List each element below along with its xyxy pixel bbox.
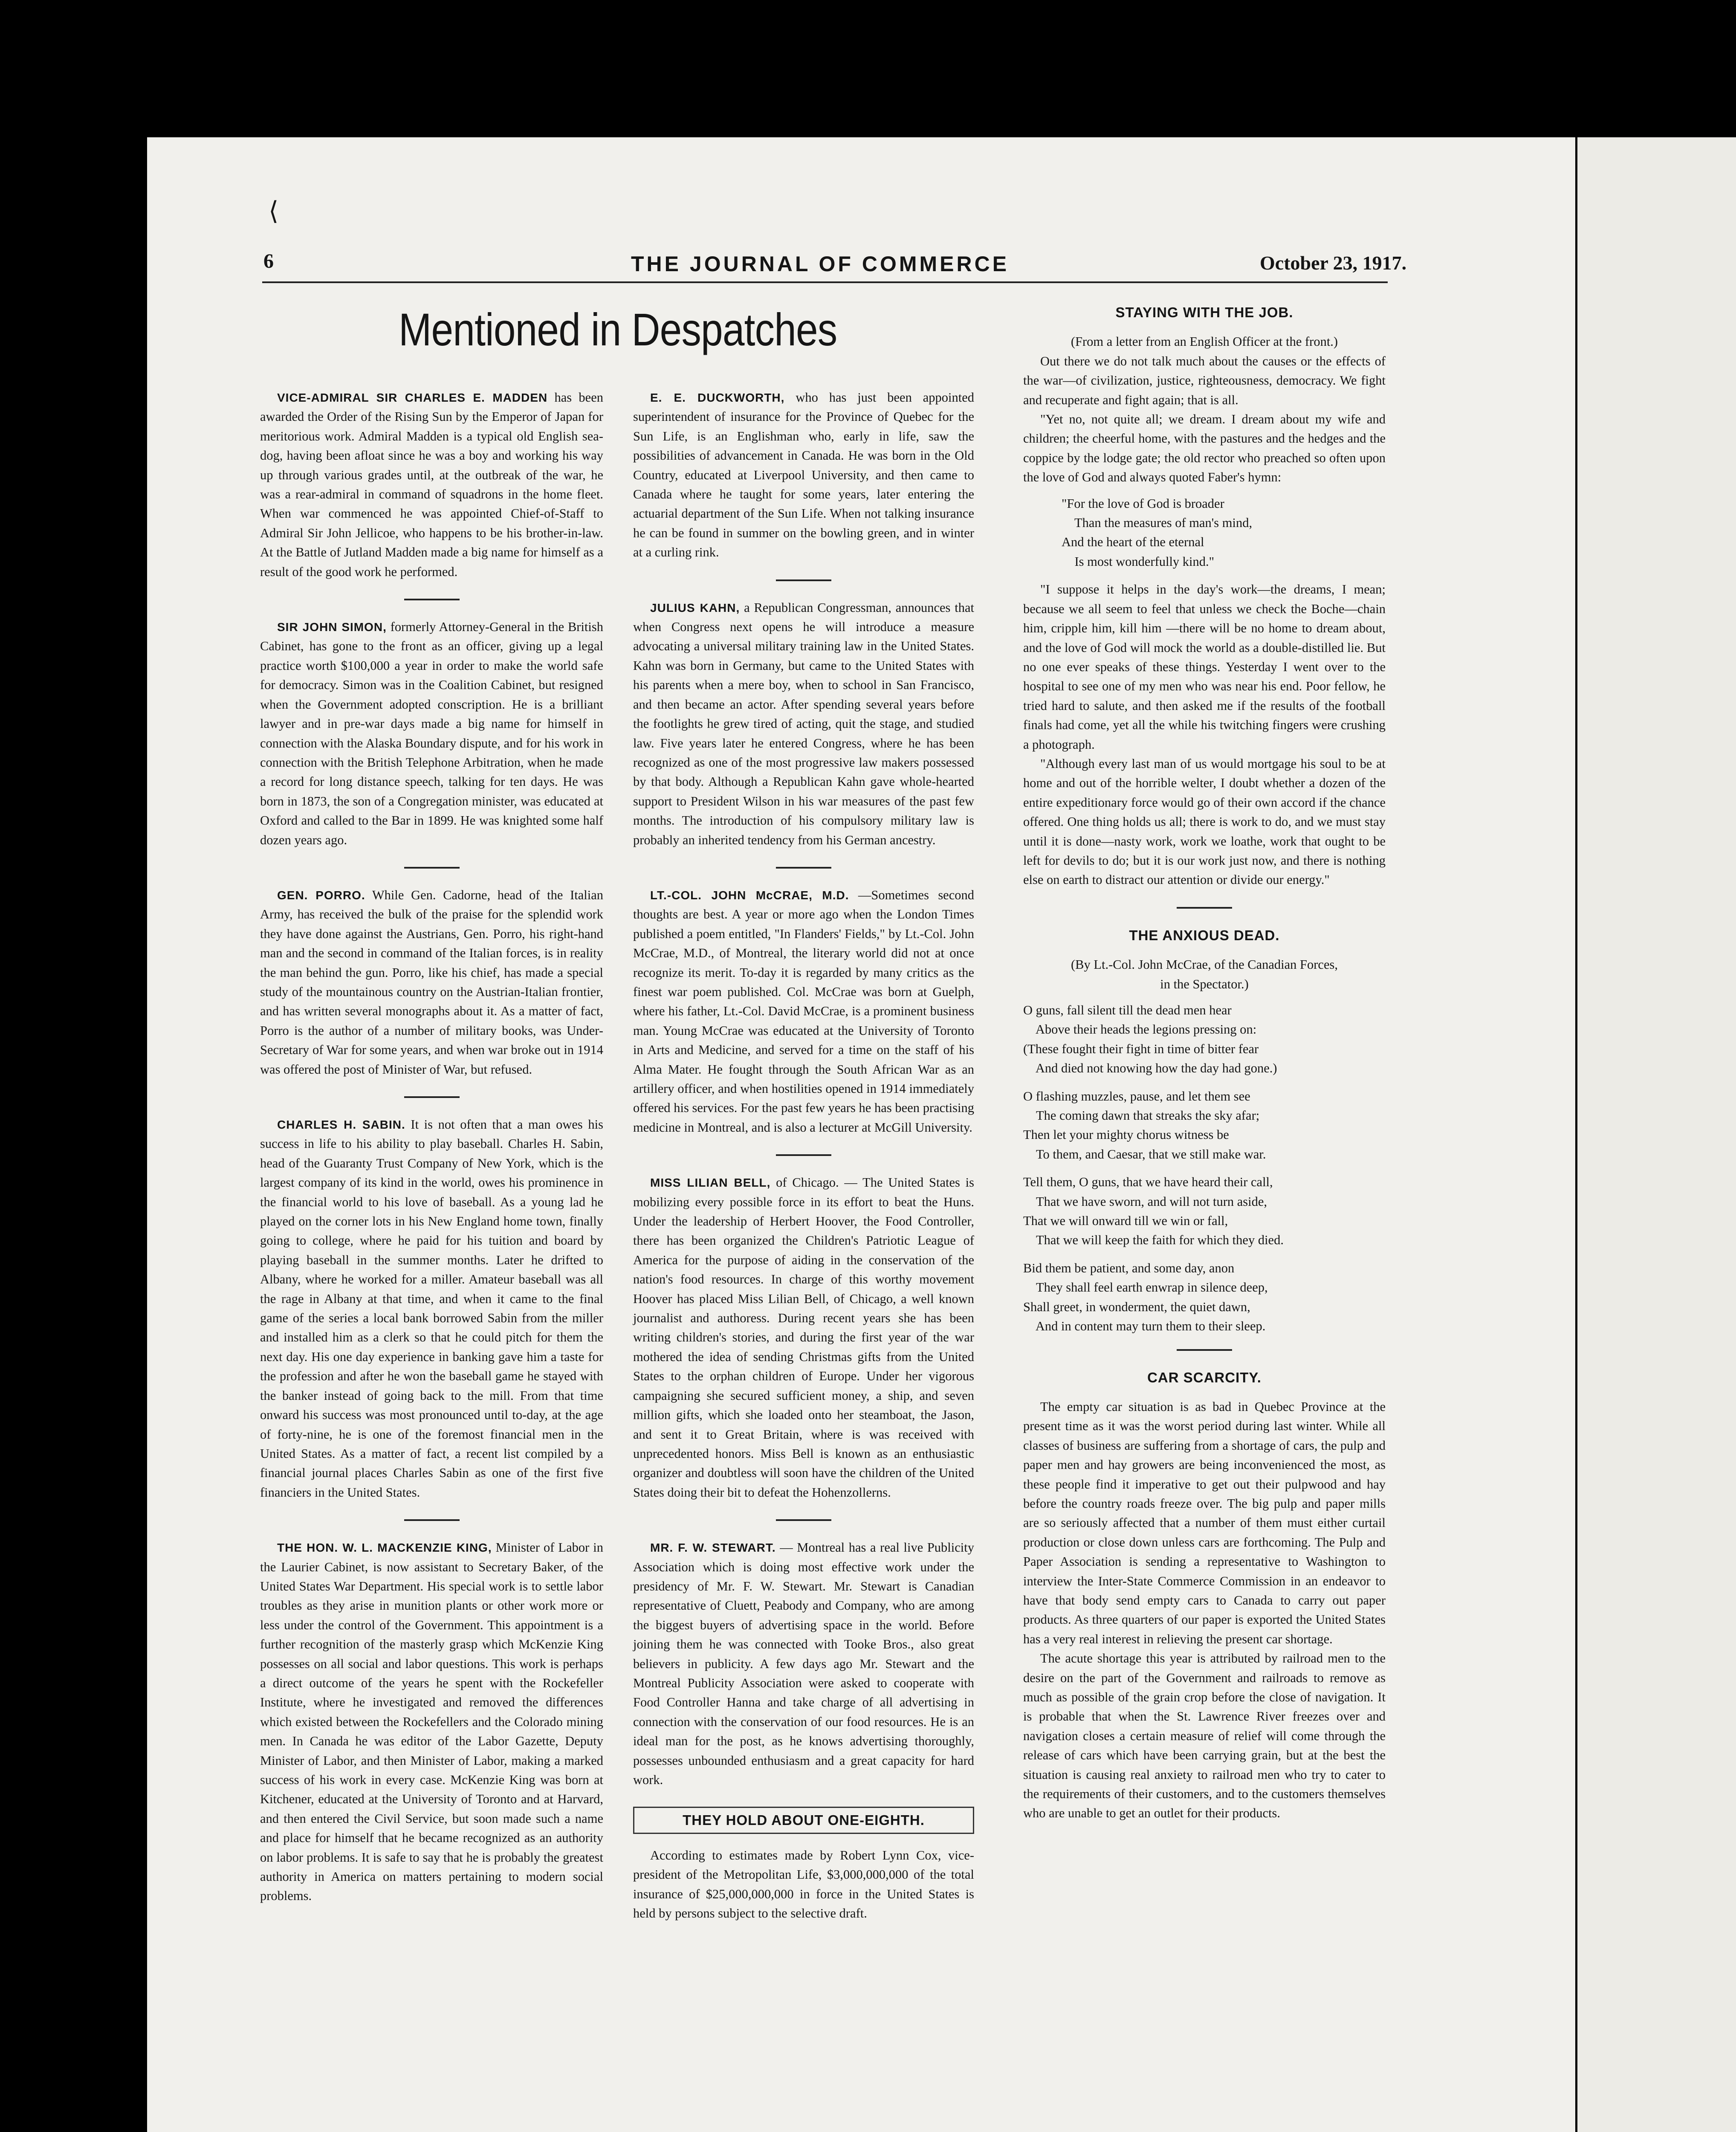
poem-line: (These fought their fight in time of bitter fear [1023, 1041, 1259, 1056]
separator [776, 579, 831, 581]
car-paragraph: The acute shortage this year is attributed by railroad men to the desire on the part of the Government and railroads to remove as much as possible of the grain crop before the close of navigation. It is probable that when the St. Lawrence River freezes over and navigation closes a certain measure of relief will come through the release of cars which have been carrying grain, but at the best the situation is causing real anxiety to railroad men who try to cater to the requirements of their customers, and to the customers themselves who are unable to get an outlet for their products. [1023, 1651, 1386, 1821]
poem-line: Then let your mighty chorus witness be [1023, 1127, 1229, 1142]
article-lead: VICE-ADMIRAL SIR CHARLES E. MADDEN [277, 391, 548, 404]
article-body: a Republican Congressman, announces that when Congress next opens he will introduce a measure advocating a universal military training law in the United States. Kahn was born in Germany, but came to the United States with his parents when a mere boy, when to school in San Francisco, and then became an actor. After spending several years before the footlights he grew tired of acting, quit the stage, and studied law. Five years later he entered Congress, where he has been recognized as one of the most progressive law makers possessed by that body. Although a Republican Kahn gave whole-hearted support to President Wilson in his war measures of the past few months. The introduction of his compulsory military law is probably an inherited tendency from his German ancestry. [633, 600, 975, 847]
hymn-line: "For the love of God is broader [1062, 496, 1224, 511]
staying-paragraph: Out there we do not talk much about the causes or the effects of the war—of civilization, justice, righteousness, democracy. We fight and recuperate and fight again; that is all. [1023, 353, 1386, 407]
separator [776, 1154, 831, 1156]
article-lead: THE HON. W. L. MACKENZIE KING, [277, 1541, 492, 1555]
article-porro [260, 886, 603, 1079]
poem-line: That we will onward till we win or fall, [1023, 1214, 1228, 1228]
poem-line: Bid them be patient, and some day, anon [1023, 1260, 1235, 1275]
article-body: — Montreal has a real live Publicity Association which is doing most effective work under the presidency of Mr. F. W. Stewart. Mr. Stewart is Canadian representative of Cluett, Peabody and Company, who are among the biggest buyers of advertising space in the world. Before joining them he was connected with Tooke Bros., also great believers in publicity. A few days ago Mr. Stewart and the Montreal Publicity Association were asked to cooperate with Food Controller Hanna and take charge of all advertising in connection with the conservation of our food resources. He is an ideal man for the post, as he knows advertising thoroughly, possesses unbounded enthusiasm and a great capacity for hard work. [633, 1540, 974, 1787]
staying-paragraph: "I suppose it helps in the day's work—the dreams, I mean; because we all seem to feel that unless we check the Boche—chain him, cripple him, kill him —there will be no home to dream about, and the love of God will mock the world as a double-distilled lie. But no one ever speaks of these things. Yesterday I went over to the hospital to see one of my men who was near his end. Poor fellow, he tried hard to salute, and then asked me if the results of the football finals had come, yet all the while his twitching fingers were crushing a photograph. [1023, 582, 1386, 752]
article-lead: GEN. PORRO. [277, 888, 365, 902]
poem-line: Above their heads the legions pressing on: [1023, 1022, 1257, 1037]
poem-stanza [1023, 1259, 1386, 1336]
hymn-line: And the heart of the eternal [1062, 535, 1204, 550]
article-lead: CHARLES H. SABIN. [277, 1118, 405, 1131]
masthead-rule [262, 281, 1388, 283]
column-1 [260, 388, 603, 1923]
separator [404, 867, 460, 869]
article-lead: MR. F. W. STEWART. [650, 1541, 776, 1555]
article-lead: JULIUS KAHN, [650, 601, 740, 614]
article-king [260, 1538, 603, 1906]
section-title-eighth: THEY HOLD ABOUT ONE-EIGHTH. [633, 1807, 974, 1834]
article-mccrae [633, 886, 974, 1137]
article-lead: E. E. DUCKWORTH, [650, 391, 785, 404]
margin-mark: ⟨ [269, 197, 279, 225]
poem-line: Tell them, O guns, that we have heard their call, [1023, 1175, 1273, 1190]
poem-line: That we have sworn, and will not turn aside, [1023, 1194, 1267, 1209]
eighth-body: According to estimates made by Robert Lynn Cox, vice-president of the Metropolitan Life, $3,000,000,000 of the total insurance of $25,000,000,000 in force in the United States is held by persons subject to the selective draft. [633, 1848, 974, 1921]
anxious-byline: (By Lt.-Col. John McCrae, of the Canadian Forces, [1071, 957, 1338, 972]
poem-line: The coming dawn that streaks the sky afar; [1023, 1108, 1260, 1123]
article-simon [260, 617, 603, 850]
poem-line: Shall greet, in wonderment, the quiet dawn, [1023, 1299, 1250, 1314]
separator [1177, 907, 1232, 909]
article-body: While Gen. Cadorne, head of the Italian Army, has received the bulk of the praise for the splendid work they have done against the Austrians, Gen. Porro, his right-hand man and the second in command of the Italian forces, is in reality the man behind the gun. Porro, like his chief, has made a special study of the mountainous country on the Austrian-Italian frontier, and has written several monographs about it. As a matter of fact, Porro is the author of a number of military books, was Under-Secretary of War for some years, and when war broke out in 1914 was offered the post of Minister of War, but refused. [260, 887, 603, 1077]
hymn-line: Than the measures of man's mind, [1062, 516, 1253, 530]
section-title-anxious: THE ANXIOUS DEAD. [1129, 927, 1280, 943]
article-body: It is not often that a man owes his success in life to his ability to play baseball. Charles H. Sabin, head of the Guaranty Trust Company of New York, which is the largest company of its kind in the world, owes his prominence in the financial world to his love of baseball. As a young lad he played on the corner lots in his New England home town, finally going to college, where he paid for his tuition and board by playing baseball in the summer months. Later he drifted to Albany, where he worked for a miller. Amateur baseball was all the rage in Albany at that time, and when it came to the final game of the series a local bank borrowed Sabin from the miller and installed him as a clerk so that he could pitch for them the next day. His one day experience in banking gave him a taste for the profession and after he won the baseball game he stayed with the banker instead of going back to the mill. From that time onward his success was most pronounced until to-day, at the age of forty-nine, he is one of the foremost financial men in the United States. As a matter of fact, a recent list compiled by a financial journal places Charles Sabin as one of the first five financiers in the United States. [260, 1117, 604, 1500]
article-bell [633, 1173, 974, 1502]
separator [404, 599, 460, 600]
article-body: —Sometimes second thoughts are best. A year or more ago when the London Times published a poem entitled, "In Flanders' Fields," by Lt.-Col. John McCrae, M.D., of Montreal, the literary world did not at once recognize its merit. To-day it is regarded by many critics as the finest war poem published. Col. McCrae was born at Guelph, where his father, Lt.-Col. David McCrae, is a prominent business man. Young McCrae was educated at the University of Toronto in Arts and Medicine, and served for a time on the staff of his Alma Mater. He fought through the South African War as an artillery officer, and when hostilities opened in 1914 immediately offered his services. For the past few years he has been practising medicine in Montreal, and is also a lecturer at McGill University. [633, 887, 975, 1135]
poem-line: O guns, fall silent till the dead men hear [1023, 1003, 1232, 1017]
article-body: of Chicago. — The United States is mobilizing every possible force in its effort to beat the Huns. Under the leadership of Herbert Hoover, the Food Controller, there has been organized the Children's Patriotic League of America for the purpose of aiding in the conservation of the nation's food resources. In charge of this worthy movement Hoover has placed Miss Lilian Bell, of Chicago, a well known journalist and authoress. During recent years she has been writing children's stories, and during the first year of the war mothered the idea of sending Christmas gifts from the United States to the orphan children of Europe. Under her vigorous campaigning she secured sufficient money, a ship, and seven million gifts, which she loaded onto her steamboat, the Jason, and sent it to Great Britain, where is was received with unprecedented honors. Miss Bell is known as an enthusiastic organizer and doubtless will soon have the children of the United States doing their bit to defeat the Hohenzollerns. [633, 1175, 974, 1500]
article-sabin [260, 1115, 603, 1502]
page-headline: Mentioned in Despatches [399, 304, 837, 355]
separator [776, 1519, 831, 1521]
article-kahn [633, 598, 974, 850]
poem-line: To them, and Caesar, that we still make war. [1023, 1147, 1266, 1162]
poem-stanza [1023, 1173, 1386, 1250]
car-paragraph: The empty car situation is as bad in Quebec Province at the present time as it was the worst period during last winter. While all classes of business are suffering from a shortage of cars, the pulp and paper men and hay growers are being inconvenienced the most, as these people find it imperative to get out their pulpwood and hay before the country roads freeze over. The big pulp and paper mills are so seriously affected that a number of them must either curtail production or close down unless cars are forthcoming. The Pulp and Paper Association is sending a representative to Washington to interview the Inter-State Commerce Commission in an endeavor to have that body send empty cars to Canada to carry out paper products. As three quarters of our paper is exported the United States has a very real interest in relieving the present car shortage. [1023, 1399, 1386, 1646]
poem-stanza [1023, 1001, 1386, 1078]
issue-date: October 23, 1917. [1260, 252, 1407, 274]
staying-byline: (From a letter from an English Officer at the front.) [1071, 334, 1338, 349]
article-duckworth [633, 388, 974, 562]
section-title-staying: STAYING WITH THE JOB. [1115, 304, 1293, 320]
article-lead: LT.-COL. JOHN McCRAE, M.D. [650, 888, 849, 902]
separator [776, 867, 831, 869]
article-body: Minister of Labor in the Laurier Cabinet, is now assistant to Secretary Baker, of the United States War Department. His special work is to settle labor troubles as they arise in munition plants or other work more or less under the control of the Government. This appointment is a further recognition of the masterly grasp which McKenzie King possesses on all social and labor questions. This work is perhaps a direct outcome of the years he spent with the Rockefeller Institute, where he investigated and removed the differences which existed between the Rockefellers and the Colorado mining men. In Canada he was editor of the Labor Gazette, Deputy Minister of Labor, and then Minister of Labor, making a marked success of his work in every case. McKenzie King was born at Kitchener, educated at the University of Toronto and at Harvard, and then entered the Civil Service, but soon made such a name and place for himself that he became recognized as an authority on labor problems. It is safe to say that he is probably the greatest authority in America on matters pertaining to modern social problems. [260, 1540, 603, 1903]
staying-paragraph: "Although every last man of us would mortgage his soul to be at home and out of the horrible welter, I doubt whether a dozen of the entire expeditionary force would go of their own accord if the chance offered. One thing holds us all; there is work to do, and we must stay until it is done—nasty work, work we loathe, work that ought to be left for devils to do; but it is our work just now, and there is nothing else on earth to distract our attention or divide our energy." [1023, 756, 1386, 887]
column-3 [1023, 298, 1386, 1823]
page-number: 6 [263, 250, 274, 272]
poem-line: That we will keep the faith for which they died. [1023, 1233, 1284, 1248]
article-body: formerly Attorney-General in the British Cabinet, has gone to the front as an officer, giving up a legal practice worth $100,000 a year in order to make the world safe for democracy. Simon was in the Coalition Cabinet, but resigned when the Government adopted conscription. He is a brilliant lawyer and in pre-war days made a big name for himself in connection with the Alaska Boundary dispute, and for his work in connection with the British Telephone Arbitration, when he made a record for long distance speech, talking for ten days. He was born in 1873, the son of a Congregation minister, was educated at Oxford and called to the Bar in 1899. He was knighted some half dozen years ago. [260, 620, 604, 847]
article-body: who has just been appointed superintendent of insurance for the Province of Quebec for the Sun Life, is an Englishman who, early in life, saw the possibilities of advancement in Canada. He was born in the Old Country, educated at Liverpool University, and then came to Canada where he taught for some years, later entering the actuarial department of the Sun Life. When not talking insurance he can be found in summer on the bowling green, and in winter at a curling rink. [633, 390, 974, 560]
faber-hymn [1062, 494, 1386, 572]
hymn-line: Is most wonderfully kind." [1062, 554, 1215, 569]
adjacent-page-edge [1577, 137, 1736, 2132]
poem-line: They shall feel earth enwrap in silence deep, [1023, 1280, 1268, 1295]
separator [404, 1519, 460, 1521]
poem-line: And died not knowing how the day had gone.) [1023, 1061, 1277, 1076]
journal-title: THE JOURNAL OF COMMERCE [631, 252, 1010, 276]
article-stewart [633, 1538, 974, 1790]
section-title-car: CAR SCARCITY. [1147, 1369, 1261, 1385]
separator [1177, 1349, 1232, 1351]
separator [404, 1096, 460, 1098]
article-lead: MISS LILIAN BELL, [650, 1176, 771, 1190]
article-lead: SIR JOHN SIMON, [277, 620, 387, 634]
poem-line: O flashing muzzles, pause, and let them see [1023, 1089, 1250, 1104]
poem-line: And in content may turn them to their sleep. [1023, 1319, 1266, 1334]
staying-paragraph: "Yet no, not quite all; we dream. I dream about my wife and children; the cheerful home, with the pastures and the hedges and the coppice by the lodge gate; the old rector who preached so often upon the love of God and always quoted Faber's hymn: [1023, 412, 1386, 485]
article-madden [260, 388, 603, 582]
article-body: has been awarded the Order of the Rising Sun by the Emperor of Japan for meritorious work. Admiral Madden is a typical old English sea-dog, having been afloat since he was a boy and working his way up through various grades until, at the outbreak of the war, he was a rear-admiral in command of squadrons in the home fleet. When war commenced he was appointed Chief-of-Staff to Admiral Sir John Jellicoe, who happens to be his brother-in-law. At the Battle of Jutland Madden made a big name for himself as a result of the good work he performed. [260, 390, 604, 579]
poem-stanza [1023, 1087, 1386, 1164]
anxious-byline: in the Spectator.) [1160, 976, 1249, 991]
column-2 [633, 388, 974, 1923]
